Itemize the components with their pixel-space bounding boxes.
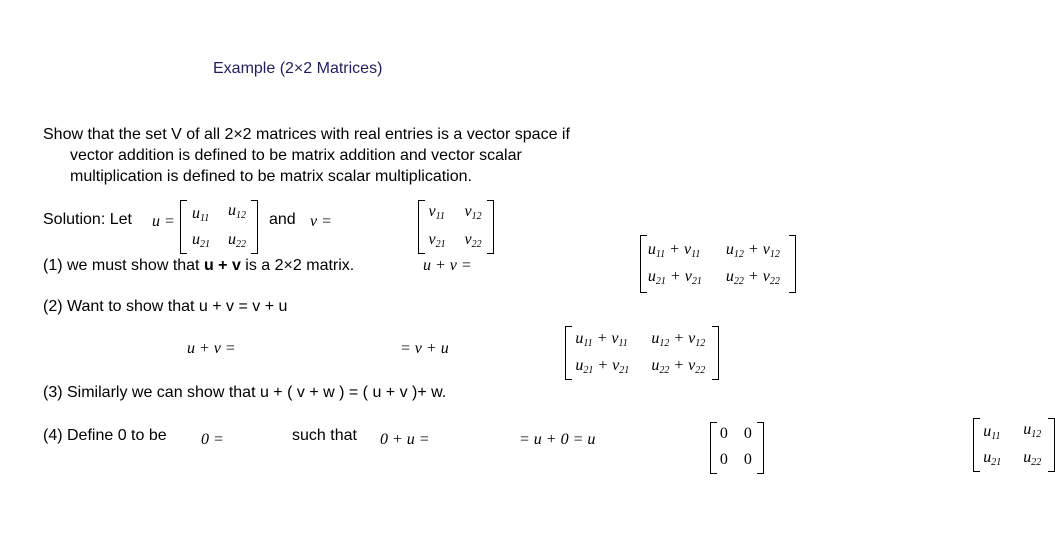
- sum-22-cell: $u_{22} + v_{22}$: [725, 268, 780, 287]
- step-4-prefix: (4) Define 0 to be: [43, 427, 167, 444]
- u-plus-v-matrix: [640, 235, 796, 293]
- sum-12-cell: $u_{12} + v_{12}$: [725, 241, 780, 260]
- step-3-text: (3) Similarly we can show that u + ( v + w ) = ( u + v )+ w.: [43, 384, 447, 401]
- sum-11-cell: $u_{11} + v_{11}$: [647, 241, 701, 260]
- u12-cell-2: $u_{12}$: [1023, 421, 1042, 440]
- v12-cell: $v_{12}$: [464, 203, 482, 222]
- sum2-12-cell: $u_{12} + v_{12}$: [651, 330, 706, 349]
- slide-title: Example (2×2 Matrices): [213, 60, 383, 77]
- u22-cell: $u_{22}$: [228, 231, 246, 250]
- u-lhs: u =: [152, 213, 175, 230]
- u-plus-v-bold: u + v: [203, 257, 241, 274]
- u12-cell: $u_{12}$: [228, 202, 246, 221]
- v-lhs: v =: [310, 213, 332, 230]
- u21-cell-2: $u_{21}$: [983, 449, 1002, 468]
- u21-cell: $u_{21}$: [192, 231, 210, 250]
- solution-label: Solution: Let: [43, 211, 132, 228]
- step-2-rhs: = v + u: [400, 340, 449, 357]
- step-4-rhs: = u + 0 = u: [519, 431, 596, 448]
- zero-22-cell: 0: [743, 451, 752, 468]
- step-2-lhs: u + v =: [187, 340, 236, 357]
- u-matrix-2: [973, 418, 1055, 472]
- step-4-such-that: such that: [292, 427, 357, 444]
- u11-cell: $u_{11}$: [192, 205, 210, 224]
- zero-11-cell: 0: [719, 425, 728, 442]
- sum-21-cell: $u_{21} + v_{21}$: [647, 268, 702, 287]
- v21-cell: $v_{21}$: [428, 231, 446, 250]
- problem-statement: [43, 124, 683, 187]
- sum2-21-cell: $u_{21} + v_{21}$: [575, 357, 630, 376]
- v11-cell: $v_{11}$: [428, 203, 445, 222]
- step-2-text: (2) Want to show that u + v = v + u: [43, 298, 288, 315]
- and-text: and: [269, 211, 296, 228]
- v22-cell: $v_{22}$: [464, 231, 482, 250]
- problem-line-2: vector addition is defined to be matrix addition and vector scalar: [70, 147, 522, 164]
- u-matrix: [180, 200, 258, 254]
- step-1-text: (1) we must show that u + v is a 2×2 matrix.: [43, 257, 355, 274]
- zero-matrix: [710, 422, 764, 474]
- zero-21-cell: 0: [719, 451, 728, 468]
- sum2-11-cell: $u_{11} + v_{11}$: [575, 330, 628, 349]
- problem-line-3: multiplication is defined to be matrix scalar multiplication.: [70, 168, 472, 185]
- v-matrix: [418, 200, 494, 254]
- u-plus-v-matrix-2: [565, 326, 719, 380]
- sum2-22-cell: $u_{22} + v_{22}$: [651, 357, 706, 376]
- u22-cell-2: $u_{22}$: [1023, 449, 1042, 468]
- step-4-lhs: 0 + u =: [380, 431, 430, 448]
- u11-cell-2: $u_{11}$: [983, 423, 1001, 442]
- problem-line-1: Show that the set V of all 2×2 matrices with real entries is a vector space if: [43, 126, 570, 143]
- zero-lhs: 0 =: [201, 431, 224, 448]
- step-1-lhs: u + v =: [423, 257, 472, 274]
- zero-12-cell: 0: [743, 425, 752, 442]
